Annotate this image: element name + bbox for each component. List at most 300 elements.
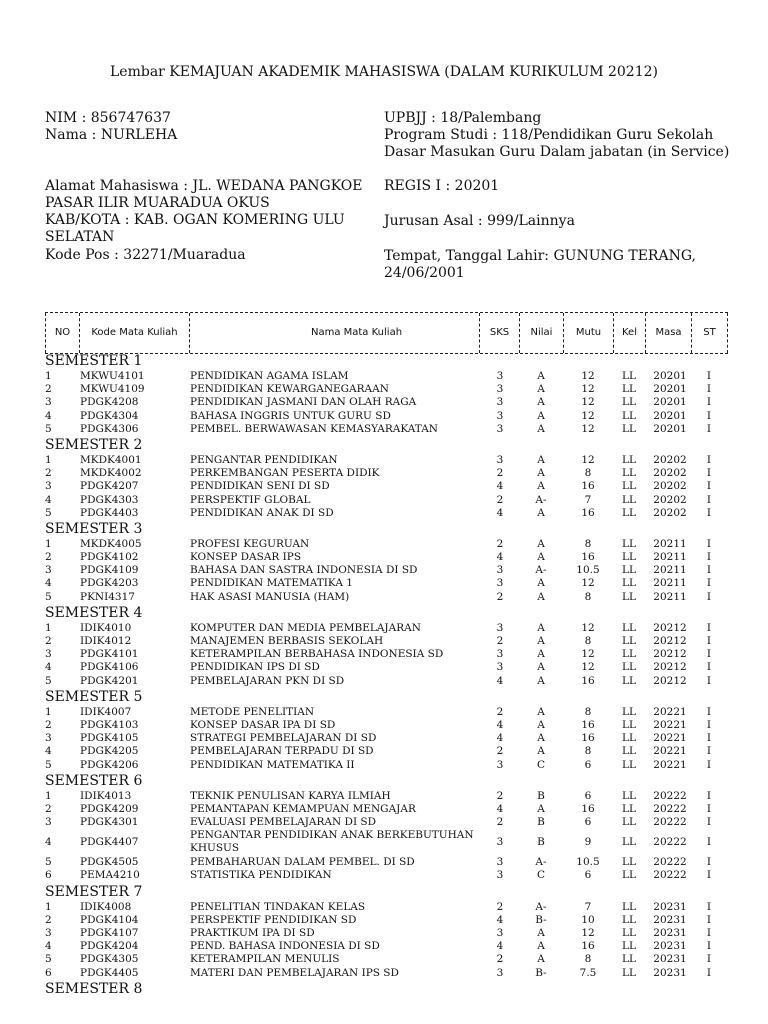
table-row [45,732,728,745]
table-row [45,927,728,940]
course-sks: 2 [496,705,504,718]
course-no: 3 [45,648,52,661]
course-no: 5 [45,856,52,869]
course-name: PENDIDIKAN ANAK DI SD [190,506,334,519]
course-sks: 2 [496,900,504,913]
course-st: I [706,745,712,758]
semester-heading: SEMESTER 3 [45,520,143,537]
course-name: MATERI DAN PEMBELAJARAN IPS SD [190,966,399,979]
course-kel: LL [622,913,636,926]
course-st: I [706,564,712,577]
course-kel: LL [622,705,636,718]
table-row [45,953,728,966]
course-name: PENELITIAN TINDAKAN KELAS [190,900,366,913]
semester-heading: SEMESTER 4 [45,604,143,621]
table-row [45,507,728,520]
table-row [45,423,728,436]
course-nilai: B [537,789,545,802]
course-masa: 20231 [653,900,687,913]
course-sks: 3 [496,661,504,674]
course-nilai: A [537,577,545,590]
course-st: I [706,383,712,396]
table-row [45,454,728,467]
course-no: 6 [45,869,52,882]
table-row [45,577,728,590]
course-kel: LL [622,621,636,634]
course-code: PDGK4407 [80,836,139,849]
course-code: PDGK4204 [80,940,139,953]
course-no: 2 [45,467,52,480]
course-kel: LL [622,577,636,590]
course-st: I [706,718,712,731]
course-name: PERKEMBANGAN PESERTA DIDIK [190,467,380,480]
course-kel: LL [622,396,636,409]
course-name: PENDIDIKAN MATEMATIKA 1 [190,577,353,590]
course-masa: 20201 [653,422,687,435]
course-no: 6 [45,966,52,979]
course-st: I [706,480,712,493]
course-kel: LL [622,856,636,869]
course-sks: 3 [496,564,504,577]
course-code: PDGK4102 [80,551,139,564]
table-row [45,370,728,383]
table-row [45,675,728,688]
course-masa: 20222 [653,789,687,802]
course-sks: 3 [496,453,504,466]
course-kel: LL [622,940,636,953]
course-st: I [706,453,712,466]
course-nilai: A [537,409,545,422]
course-code: PDGK4105 [80,732,139,745]
course-sks: 2 [496,635,504,647]
course-masa: 20221 [653,718,687,731]
course-name: PENDIDIKAN MATEMATIKA II [190,758,355,771]
prodi-field: Program Studi : 118/Pendidikan Guru Sekolah Dasar Masukan Guru Dalam jabatan (in Service) [384,127,730,160]
course-name: KONSEP DASAR IPS [190,551,302,564]
table-row [45,551,728,564]
course-code: PDGK4106 [80,661,139,674]
course-masa: 20202 [653,453,687,466]
course-masa: 20222 [653,869,687,882]
course-name: BAHASA DAN SASTRA INDONESIA DI SD [190,564,418,577]
course-mutu: 16 [581,802,595,815]
course-nilai: A [537,927,545,939]
course-name: KETERAMPILAN BERBAHASA INDONESIA SD [190,648,444,661]
header-mutu: Mutu [563,313,613,353]
course-mutu: 9 [584,836,592,849]
course-sks: 4 [496,802,504,815]
course-name: KOMPUTER DAN MEDIA PEMBELAJARAN [190,621,421,634]
course-no: 1 [45,789,52,802]
course-code: PDGK4305 [80,953,139,966]
course-masa: 20231 [653,953,687,966]
course-no: 4 [45,577,52,590]
course-mutu: 10.5 [576,856,600,869]
course-mutu: 7.5 [579,966,597,979]
course-mutu: 12 [581,396,595,409]
table-row [45,564,728,577]
course-code: MKDK4001 [80,453,142,466]
course-name: PERSPEKTIF GLOBAL [190,493,311,506]
course-masa: 20231 [653,913,687,926]
course-no: 5 [45,674,52,687]
course-sks: 4 [496,718,504,731]
course-nilai: B [537,816,545,829]
course-no: 2 [45,383,52,396]
course-kel: LL [622,953,636,966]
course-mutu: 16 [581,506,595,519]
course-code: PDGK4101 [80,648,139,661]
course-nilai: A [537,453,545,466]
table-row [45,635,728,648]
course-no: 2 [45,551,52,564]
course-no: 1 [45,900,52,913]
course-name: STATISTIKA PENDIDIKAN [190,869,332,882]
course-sks: 4 [496,913,504,926]
course-name: HAK ASASI MANUSIA (HAM) [190,590,350,603]
course-st: I [706,836,712,849]
course-no: 5 [45,422,52,435]
course-masa: 20201 [653,383,687,396]
course-code: PDGK4109 [80,564,139,577]
table-row [45,494,728,507]
course-no: 2 [45,913,52,926]
course-nilai: A [537,383,545,396]
course-masa: 20212 [653,674,687,687]
table-header [45,312,728,354]
course-mutu: 6 [584,758,592,771]
course-kel: LL [622,551,636,564]
course-nilai: A [537,674,545,687]
course-st: I [706,940,712,953]
course-st: I [706,409,712,422]
course-st: I [706,802,712,815]
course-mutu: 16 [581,718,595,731]
course-mutu: 8 [584,635,592,647]
course-name: PEMBAHARUAN DALAM PEMBEL. DI SD [190,856,415,869]
semester-heading: SEMESTER 6 [45,772,143,789]
course-sks: 2 [496,493,504,506]
course-st: I [706,493,712,506]
semester-heading: SEMESTER 1 [45,353,143,369]
course-name: KONSEP DASAR IPA DI SD [190,718,336,731]
course-st: I [706,966,712,979]
course-nilai: A [537,422,545,435]
course-sks: 3 [496,966,504,979]
course-name: METODE PENELITIAN [190,705,315,718]
course-no: 1 [45,453,52,466]
course-sks: 3 [496,370,504,382]
table-row [45,803,728,816]
course-nilai: B- [535,913,547,926]
course-st: I [706,927,712,939]
course-code: PDGK4201 [80,674,139,687]
course-nilai: A- [535,900,547,913]
course-kel: LL [622,480,636,493]
course-code: PDGK4206 [80,758,139,771]
table-row [45,856,728,869]
course-name: PENGANTAR PENDIDIKAN [190,453,338,466]
course-no: 4 [45,940,52,953]
course-no: 5 [45,506,52,519]
course-code: PDGK4203 [80,577,139,590]
course-sks: 4 [496,732,504,745]
course-no: 3 [45,927,52,939]
course-mutu: 12 [581,621,595,634]
course-masa: 20201 [653,409,687,422]
course-code: PDGK4209 [80,802,139,815]
course-name: STRATEGI PEMBELAJARAN DI SD [190,732,377,745]
course-kel: LL [622,635,636,647]
course-mutu: 12 [581,453,595,466]
course-code: PEMA4210 [80,869,140,882]
course-no: 3 [45,480,52,493]
course-sks: 3 [496,648,504,661]
course-name: PENDIDIKAN SENI DI SD [190,480,330,493]
course-st: I [706,537,712,550]
course-kel: LL [622,758,636,771]
course-masa: 20222 [653,836,687,849]
header-kel: Kel [613,313,645,353]
course-st: I [706,590,712,603]
course-mutu: 12 [581,409,595,422]
course-code: PDGK4303 [80,493,139,506]
course-masa: 20211 [653,551,687,564]
course-nilai: A- [535,493,547,506]
header-masa: Masa [645,313,691,353]
course-st: I [706,913,712,926]
course-mutu: 6 [584,816,592,829]
course-no: 5 [45,953,52,966]
course-code: PDGK4304 [80,409,139,422]
course-name: PENDIDIKAN JASMANI DAN OLAH RAGA [190,396,417,409]
course-code: MKWU4109 [80,383,145,396]
course-code: PDGK4103 [80,718,139,731]
course-mutu: 12 [581,661,595,674]
course-name: PROFESI KEGURUAN [190,537,310,550]
course-mutu: 8 [584,467,592,480]
course-kel: LL [622,409,636,422]
table-row [45,914,728,927]
ttl-field: Tempat, Tanggal Lahir: GUNUNG TERANG, 24/06/2001 [384,248,696,281]
course-mutu: 16 [581,480,595,493]
course-kel: LL [622,718,636,731]
course-name: PRAKTIKUM IPA DI SD [190,927,315,939]
course-masa: 20202 [653,467,687,480]
jurusan-field: Jurusan Asal : 999/Lainnya [384,213,575,229]
course-kel: LL [622,745,636,758]
course-st: I [706,621,712,634]
course-code: PDGK4405 [80,966,139,979]
course-nilai: A [537,940,545,953]
course-st: I [706,551,712,564]
course-st: I [706,758,712,771]
course-sks: 3 [496,856,504,869]
course-masa: 20222 [653,816,687,829]
course-mutu: 7 [584,900,592,913]
upbjj-field: UPBJJ : 18/Palembang [384,110,542,126]
course-kel: LL [622,467,636,480]
course-masa: 20231 [653,966,687,979]
course-masa: 20212 [653,635,687,647]
table-row [45,745,728,758]
course-kel: LL [622,927,636,939]
course-st: I [706,422,712,435]
course-kel: LL [622,564,636,577]
course-no: 1 [45,705,52,718]
course-st: I [706,506,712,519]
course-kel: LL [622,453,636,466]
nim-field: NIM : 856747637 [45,110,171,126]
course-no: 4 [45,661,52,674]
course-code: MKWU4101 [80,370,145,382]
course-nilai: A [537,396,545,409]
course-kel: LL [622,493,636,506]
course-st: I [706,732,712,745]
table-row [45,706,728,719]
table-row [45,410,728,423]
course-kel: LL [622,506,636,519]
course-no: 4 [45,745,52,758]
table-row [45,869,728,882]
course-mutu: 8 [584,705,592,718]
course-sks: 2 [496,745,504,758]
course-nilai: A [537,635,545,647]
kodepos-field: Kode Pos : 32271/Muaradua [45,247,246,263]
course-nilai: A [537,551,545,564]
course-code: PDGK4301 [80,816,139,829]
course-name: PERSPEKTIF PENDIDIKAN SD [190,913,357,926]
kabkota-field: KAB/KOTA : KAB. OGAN KOMERING ULU SELATAN [45,212,345,245]
course-sks: 3 [496,758,504,771]
course-no: 5 [45,590,52,603]
course-nilai: A [537,718,545,731]
table-row [45,396,728,409]
course-kel: LL [622,802,636,815]
course-kel: LL [622,661,636,674]
course-st: I [706,635,712,647]
course-no: 3 [45,732,52,745]
course-sks: 2 [496,789,504,802]
course-sks: 2 [496,537,504,550]
course-st: I [706,648,712,661]
course-sks: 3 [496,396,504,409]
course-kel: LL [622,836,636,849]
course-st: I [706,577,712,590]
course-mutu: 6 [584,789,592,802]
nama-field: Nama : NURLEHA [45,127,178,143]
course-name: PEMBELAJARAN PKN DI SD [190,674,345,687]
course-nilai: A [537,370,545,382]
alamat-field: Alamat Mahasiswa : JL. WEDANA PANGKOE PASAR ILIR MUARADUA OKUS [45,178,363,211]
course-nilai: A [537,480,545,493]
course-sks: 4 [496,551,504,564]
course-name: PENGANTAR PENDIDIKAN ANAK BERKEBUTUHAN KHUSUS [190,829,474,855]
course-kel: LL [622,537,636,550]
course-code: IDIK4008 [80,900,132,913]
course-masa: 20222 [653,856,687,869]
semester-heading: SEMESTER 2 [45,436,143,453]
course-masa: 20231 [653,927,687,939]
course-st: I [706,856,712,869]
course-sks: 3 [496,422,504,435]
course-mutu: 16 [581,674,595,687]
course-st: I [706,467,712,480]
course-no: 2 [45,718,52,731]
table-row [45,967,728,980]
course-kel: LL [622,869,636,882]
course-sks: 3 [496,869,504,882]
course-nilai: C [536,869,546,882]
course-sks: 2 [496,816,504,829]
course-masa: 20202 [653,493,687,506]
course-nilai: A [537,661,545,674]
course-nilai: A [537,745,545,758]
course-mutu: 6 [584,869,592,882]
course-nilai: A [537,802,545,815]
course-name: PEMBEL. BERWAWASAN KEMASYARAKATAN [190,422,438,435]
course-sks: 3 [496,383,504,396]
course-mutu: 8 [584,590,592,603]
course-mutu: 8 [584,745,592,758]
course-code: PDGK4403 [80,506,139,519]
course-nilai: A [537,590,545,603]
course-masa: 20212 [653,648,687,661]
course-st: I [706,396,712,409]
course-mutu: 12 [581,577,595,590]
course-no: 3 [45,564,52,577]
course-kel: LL [622,966,636,979]
course-nilai: A [537,732,545,745]
course-masa: 20212 [653,621,687,634]
course-sks: 2 [496,953,504,966]
course-kel: LL [622,383,636,396]
course-sks: 4 [496,480,504,493]
course-no: 1 [45,621,52,634]
course-st: I [706,661,712,674]
header-no: NO [45,313,79,353]
course-kel: LL [622,900,636,913]
course-name: PEMBELAJARAN TERPADU DI SD [190,745,374,758]
course-nilai: C [536,758,546,771]
course-code: PDGK4107 [80,927,139,939]
table-row [45,719,728,732]
course-code: IDIK4007 [80,705,132,718]
course-masa: 20201 [653,396,687,409]
course-name: PENDIDIKAN KEWARGANEGARAAN [190,383,389,396]
course-sks: 3 [496,621,504,634]
course-name: EVALUASI PEMBELAJARAN DI SD [190,816,377,829]
course-name: PEMANTAPAN KEMAMPUAN MENGAJAR [190,802,416,815]
course-mutu: 10 [581,913,595,926]
course-sks: 4 [496,940,504,953]
table-row [45,940,728,953]
course-name: MANAJEMEN BERBASIS SEKOLAH [190,635,384,647]
course-mutu: 8 [584,953,592,966]
course-no: 4 [45,409,52,422]
course-masa: 20211 [653,590,687,603]
semester-heading: SEMESTER 5 [45,688,143,705]
course-code: IDIK4012 [80,635,132,647]
table-row [45,816,728,829]
table-row [45,648,728,661]
table-row [45,759,728,772]
course-nilai: A [537,467,545,480]
table-row [45,661,728,674]
course-no: 2 [45,635,52,647]
table-row [45,467,728,480]
course-sks: 4 [496,506,504,519]
